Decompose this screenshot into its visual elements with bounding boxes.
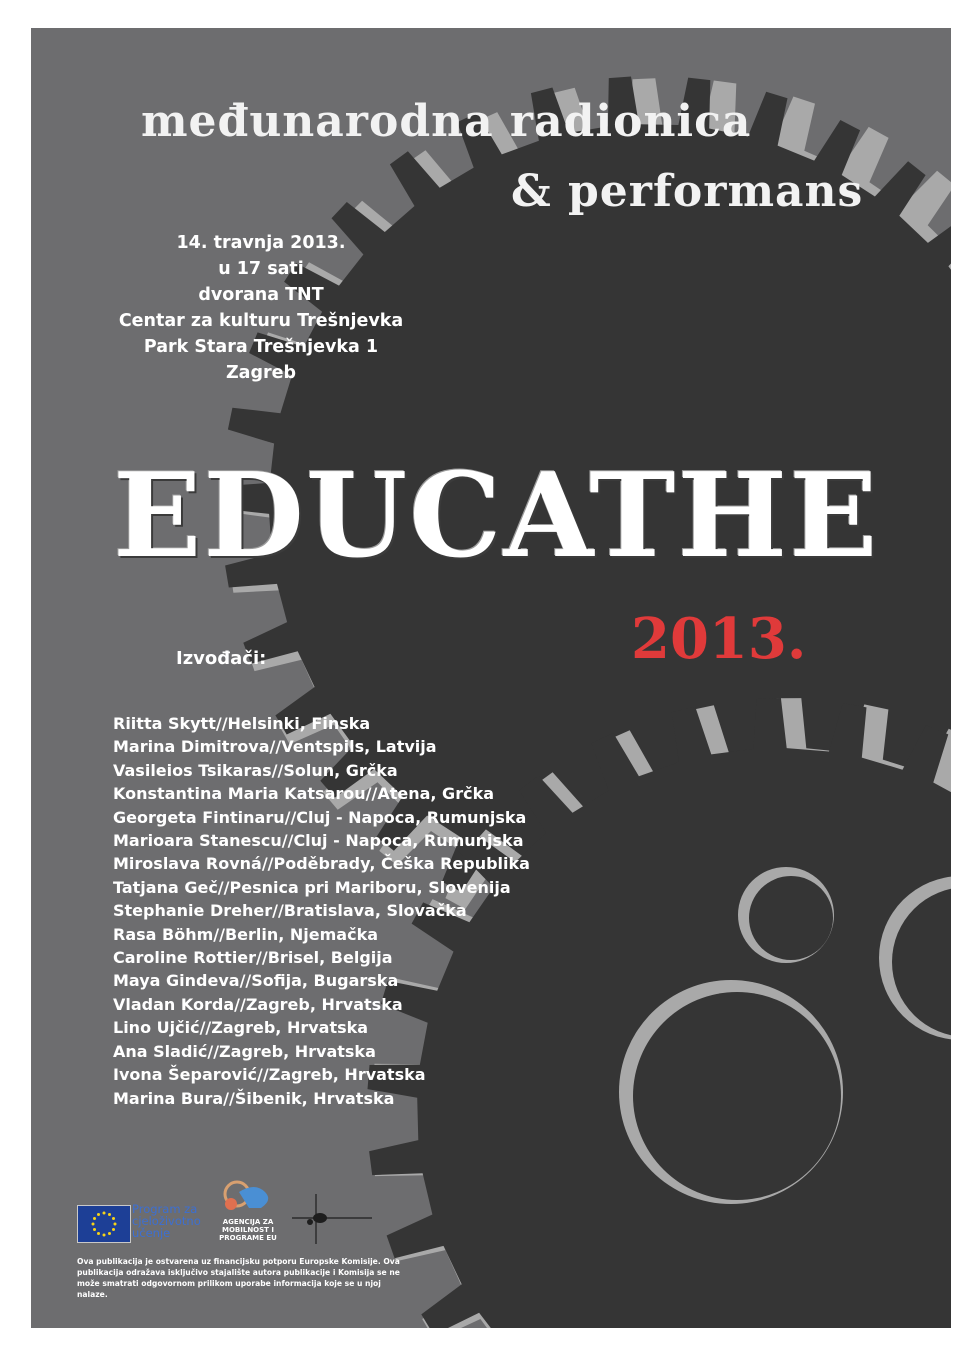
- performer-item: Stephanie Dreher//Bratislava, Slovačka: [113, 901, 467, 921]
- eu-disclaimer: Ova publikacija je ostvarena uz financijsku potporu Europske Komisije. Ova publikacija odražava isključivo stajalište autora publikacije i Komisija se ne može smatrati odgovornom prilikom uporabe informacija koje se u njoj nalaze.: [77, 1257, 400, 1299]
- program-logo-text: Program za cjeloživotno učenje: [132, 1202, 201, 1240]
- eu-flag-icon: [77, 1205, 131, 1243]
- performer-item: Miroslava Rovná//Poděbrady, Češka Republika: [113, 854, 530, 874]
- headline-workshop: međunarodna radionica: [141, 96, 752, 147]
- performer-item: Maya Gindeva//Sofija, Bugarska: [113, 971, 399, 991]
- event-city: Zagreb: [225, 363, 297, 383]
- performer-item: Rasa Böhm//Berlin, Njemačka: [113, 924, 379, 944]
- performer-item: Caroline Rottier//Brisel, Belgija: [113, 948, 393, 968]
- performer-item: Lino Ujčić//Zagreb, Hrvatska: [113, 1018, 369, 1038]
- event-hall: dvorana TNT: [198, 285, 324, 305]
- event-venue: Centar za kulturu Trešnjevka: [118, 311, 404, 331]
- performer-item: Vladan Korda//Zagreb, Hrvatska: [113, 994, 403, 1014]
- eu-star-icon: [103, 1212, 106, 1215]
- eu-star-icon: [97, 1232, 100, 1235]
- performer-item: Ivona Šeparović//Zagreb, Hrvatska: [113, 1065, 426, 1085]
- eu-star-icon: [92, 1223, 95, 1226]
- poster: [31, 28, 951, 1328]
- performers-heading: Izvođači:: [176, 648, 267, 669]
- sponsor-logos: [77, 1178, 457, 1248]
- eu-star-icon: [97, 1213, 100, 1216]
- event-date: 14. travnja 2013.: [176, 233, 346, 253]
- performer-item: Georgeta Fintinaru//Cluj - Napoca, Rumunjska: [113, 807, 527, 827]
- eu-star-icon: [108, 1213, 111, 1216]
- eu-stars-icon: [78, 1206, 130, 1242]
- eu-star-icon: [108, 1232, 111, 1235]
- eu-star-icon: [93, 1228, 96, 1231]
- title-year: 2013.: [631, 606, 807, 672]
- eu-star-icon: [114, 1223, 117, 1226]
- performer-item: Marina Bura//Šibenik, Hrvatska: [113, 1088, 395, 1108]
- performers-list: [113, 712, 530, 1110]
- agency-logo-text: AGENCIJA ZA MOBILNOST I PROGRAME EU: [219, 1218, 277, 1242]
- event-time: u 17 sati: [218, 259, 304, 279]
- eu-star-icon: [112, 1217, 115, 1220]
- event-address: Park Stara Trešnjevka 1: [143, 337, 379, 357]
- gears-illustration: [31, 28, 951, 1328]
- event-details: [111, 230, 411, 386]
- gear-hole-small-dark: [749, 876, 833, 960]
- performer-item: Ana Sladić//Zagreb, Hrvatska: [113, 1041, 376, 1061]
- gear-hole-dark: [633, 992, 841, 1200]
- performer-item: Vasileios Tsikaras//Solun, Grčka: [113, 760, 398, 780]
- performer-item: Marioara Stanescu//Cluj - Napoca, Rumunjska: [113, 831, 524, 851]
- eu-star-icon: [112, 1228, 115, 1231]
- eu-star-icon: [103, 1234, 106, 1237]
- performer-item: Konstantina Maria Katsarou//Atena, Grčka: [113, 784, 494, 804]
- headline-performance: & performans: [511, 166, 864, 217]
- main-title: EDUCATHE: [113, 448, 880, 584]
- eu-star-icon: [93, 1217, 96, 1220]
- partner-logo-icon: [282, 1188, 402, 1248]
- performer-item: Marina Dimitrova//Ventspils, Latvija: [113, 737, 437, 757]
- performer-item: Tatjana Geč//Pesnica pri Mariboru, Slovenija: [113, 877, 511, 897]
- performer-item: Riitta Skytt//Helsinki, Finska: [113, 714, 371, 733]
